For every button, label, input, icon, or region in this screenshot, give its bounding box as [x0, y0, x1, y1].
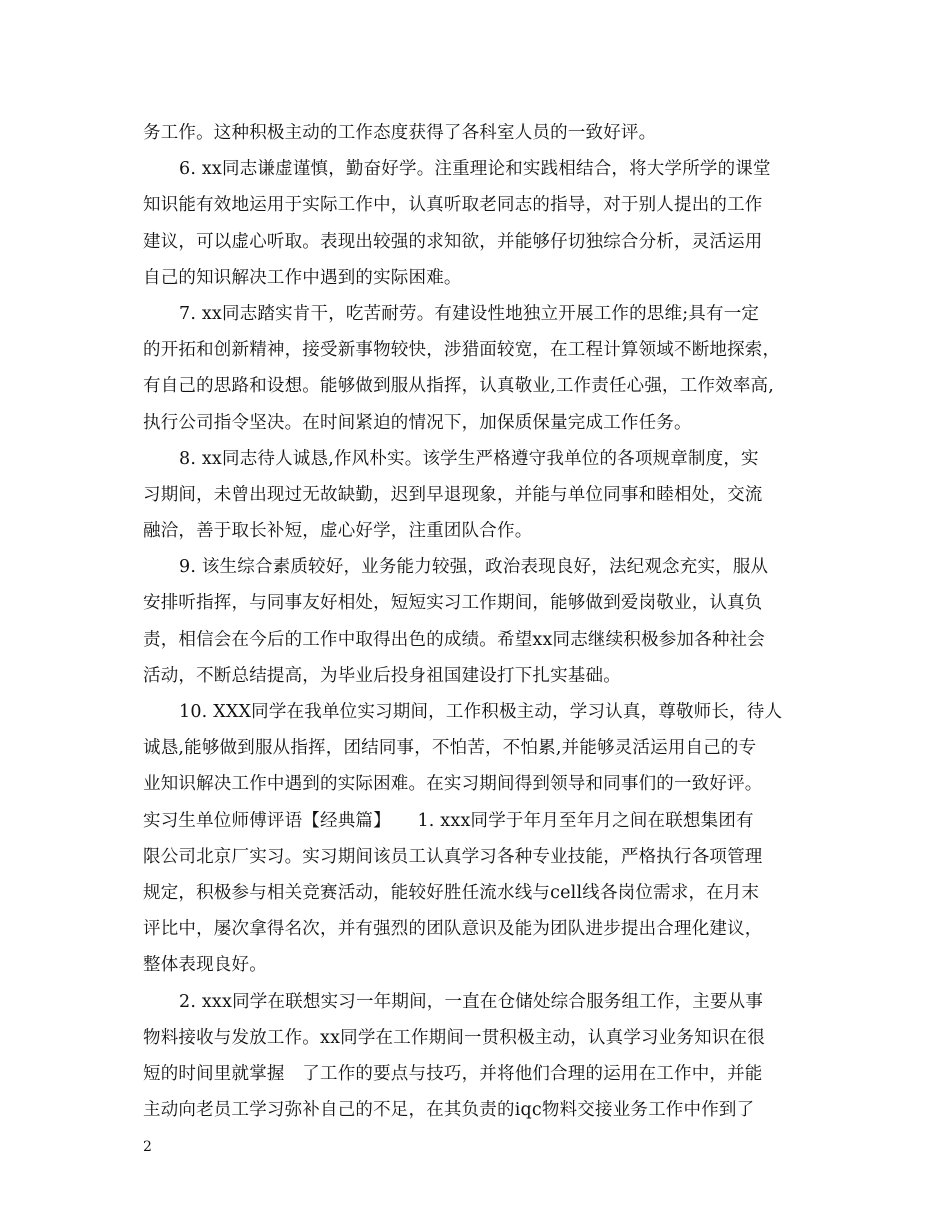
- text-line: 评比中，屡次拿得名次，并有强烈的团队意识及能为团队进步提出合理化建议，: [143, 919, 763, 940]
- text-line: 7. xx同志踏实肯干，吃苦耐劳。有建设性地独立开展工作的思维;具有一定: [179, 303, 760, 324]
- text-line: 自己的知识解决工作中遇到的实际困难。: [143, 267, 462, 288]
- text-line: 整体表现良好。: [143, 955, 267, 976]
- body-text: [143, 115, 823, 1128]
- text-line: 2. xxx同学在联想实习一年期间，一直在仓储处综合服务组工作，主要从事: [179, 991, 764, 1012]
- text-line: 活动，不断总结提高，为毕业后投身祖国建设打下扎实基础。: [143, 665, 621, 686]
- text-line: 物料接收与发放工作。xx同学在工作期间一贯积极主动，认真学习业务知识在很: [143, 1027, 765, 1048]
- text-line: 规定，积极参与相关竞赛活动，能较好胜任流水线与cell线各岗位需求，在月末: [143, 882, 760, 903]
- text-line: 实习生单位师傅评语【经典篇】 1. xxx同学于年月至年月之间在联想集团有: [143, 810, 754, 831]
- text-line: 建议，可以虚心听取。表现出较强的求知欲，并能够仔切独综合分析，灵活运用: [143, 231, 763, 252]
- text-line: 知识能有效地运用于实际工作中，认真听取老同志的指导，对于别人提出的工作: [143, 195, 763, 216]
- text-line: 6. xx同志谦虚谨慎，勤奋好学。注重理论和实践相结合，将大学所学的课堂: [179, 159, 771, 180]
- text-line: 的开拓和创新精神，接受新事物较快，涉猎面较宽，在工程计算领域不断地探索，: [143, 340, 781, 361]
- text-line: 安排听指挥，与同事友好相处，短短实习工作期间，能够做到爱岗敬业，认真负: [143, 593, 763, 614]
- text-line: 执行公司指令坚决。在时间紧迫的情况下，加保质保量完成工作任务。: [143, 412, 692, 433]
- text-line: 主动向老员工学习弥补自己的不足，在其负责的iqc物料交接业务工作中作到了: [143, 1100, 755, 1121]
- text-line: 诚恳,能够做到服从指挥，团结同事，不怕苦，不怕累,并能够灵活运用自己的专: [143, 738, 757, 759]
- page-number: 2: [143, 1139, 152, 1155]
- text-line: 短的时间里就掌握 了工作的要点与技巧，并将他们合理的运用在工作中，并能: [143, 1063, 763, 1084]
- text-line: 限公司北京厂实习。实习期间该员工认真学习各种专业技能，严格执行各项管理: [143, 846, 763, 867]
- text-line: 务工作。这种积极主动的工作态度获得了各科室人员的一致好评。: [143, 123, 657, 143]
- text-line: 融洽，善于取长补短，虚心好学，注重团队合作。: [143, 521, 533, 542]
- text-line: 业知识解决工作中遇到的实际困难。在实习期间得到领导和同事们的一致好评。: [143, 774, 763, 795]
- text-line: 责，相信会在今后的工作中取得出色的成绩。希望xx同志继续积极参加各种社会: [143, 629, 765, 650]
- text-line: 8. xx同志待人诚恳,作风朴实。该学生严格遵守我单位的各项规章制度，实: [179, 448, 759, 469]
- text-line: 10. XXX同学在我单位实习期间，工作积极主动，学习认真，尊敬师长，待人: [179, 702, 783, 722]
- text-line: 有自己的思路和设想。能够做到服从指挥，认真敬业,工作责任心强，工作效率高,: [143, 376, 775, 397]
- text-line: 9. 该生综合素质较好，业务能力较强，政治表现良好，法纪观念充实，服从: [179, 557, 769, 578]
- text-line: 习期间，未曾出现过无故缺勤，迟到早退现象，并能与单位同事和睦相处，交流: [143, 484, 763, 505]
